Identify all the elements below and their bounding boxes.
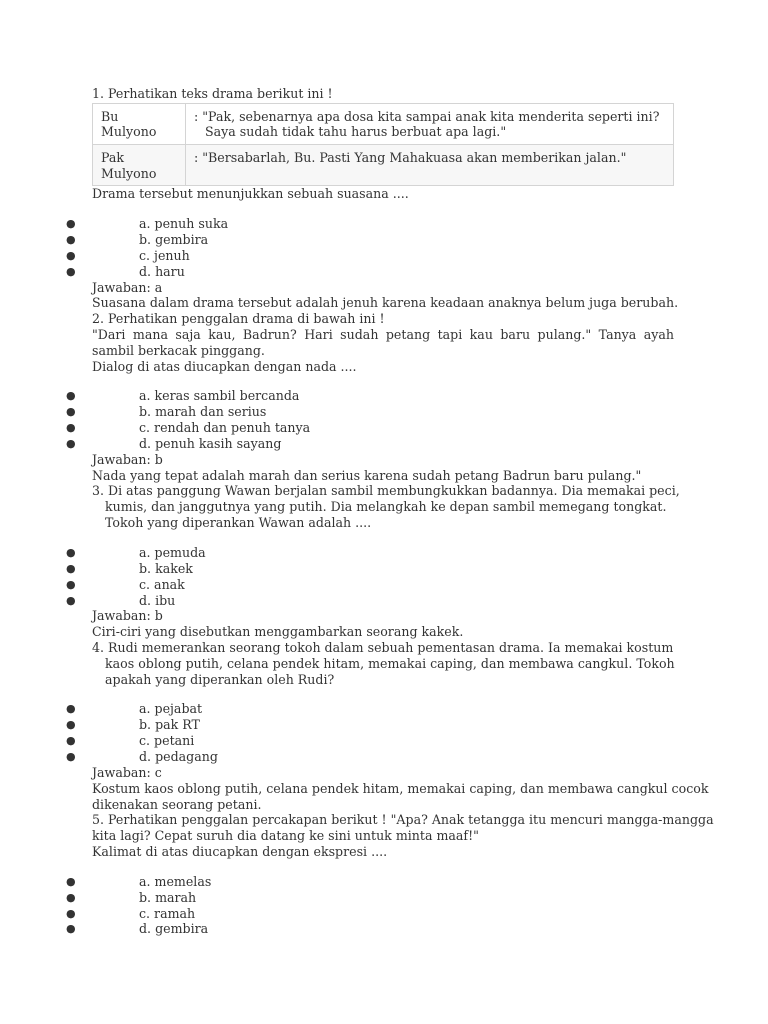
document-body [66,86,714,937]
option-item[interactable]: ● a. penuh suka [66,215,229,231]
bullet-icon: ● [66,264,76,278]
bullet-icon: ● [66,248,76,262]
q4-line: 4. Rudi memerankan seorang tokoh dalam sebuah pementasan drama. Ia memakai kostum [92,640,674,656]
q2-answer: Jawaban: b [92,451,163,467]
q1-prompt: Drama tersebut menunjukkan sebuah suasana .... [92,186,409,202]
bullet-icon: ● [66,545,76,559]
option-item[interactable]: ● d. gembira [66,921,209,937]
option-item[interactable]: ● c. ramah [66,905,196,921]
bullet-icon: ● [66,718,76,732]
bullet-icon: ● [66,874,76,888]
dialog-text [186,103,674,144]
bullet-icon: ● [66,421,76,435]
option-item[interactable]: ● d. pedagang [66,749,218,765]
q1-answer: Jawaban: a [92,279,163,295]
option-item[interactable]: ● a. memelas [66,873,212,889]
q4-answer: Jawaban: c [92,764,162,780]
q2-explanation: Nada yang tepat adalah marah dan serius karena sudah petang Badrun baru pulang." [92,467,642,483]
option-item[interactable]: ● d. penuh kasih sayang [66,435,282,451]
q4-explanation: Kostum kaos oblong putih, celana pendek hitam, memakai caping, dan membawa cangkul cocok [92,780,709,796]
bullet-icon: ● [66,405,76,419]
option-item[interactable]: ● b. kakek [66,560,193,576]
dialog-line: : "Bersabarlah, Bu. Pasti Yang Mahakuasa akan memberikan jalan." [194,149,627,165]
option-item[interactable]: ● b. marah [66,889,197,905]
q2-prompt: Dialog di atas diucapkan dengan nada .... [92,358,357,374]
bullet-icon: ● [66,216,76,230]
dialog-line: : "Pak, sebenarnya apa dosa kita sampai anak kita menderita seperti ini? [194,108,660,124]
bullet-icon: ● [66,922,76,936]
bullet-icon: ● [66,593,76,607]
dialog-speaker: Pak Mulyono [93,144,186,185]
option-item[interactable]: ● a. pejabat [66,701,203,717]
option-item[interactable]: ● a. pemuda [66,544,206,560]
q2-options [0,388,700,452]
q3-answer: Jawaban: b [92,608,163,624]
q5-prompt: Kalimat di atas diucapkan dengan ekspresi .... [92,843,388,859]
option-item[interactable]: ● b. pak RT [66,717,200,733]
q2-title: 2. Perhatikan penggalan drama di bawah ini ! [92,311,385,327]
q3-line: 3. Di atas panggung Wawan berjalan sambil membungkukkan badannya. Dia memakai peci, [92,483,680,499]
q4-options [0,701,700,765]
dialog-row [93,103,674,144]
dialog-line: Saya sudah tidak tahu harus berbuat apa lagi." [205,124,507,140]
option-item[interactable]: ● b. gembira [66,231,209,247]
q5-line: kita lagi? Cepat suruh dia datang ke sini untuk minta maaf!" [92,828,479,844]
option-item[interactable]: ● d. haru [66,263,185,279]
bullet-icon: ● [66,750,76,764]
dialog-table [92,103,674,186]
bullet-icon: ● [66,734,76,748]
bullet-icon: ● [66,702,76,716]
q3-options [0,545,700,609]
q3-line: kumis, dan janggutnya yang putih. Dia melangkah ke depan sambil memegang tongkat. [105,499,667,515]
q5-options [0,874,700,938]
bullet-icon: ● [66,890,76,904]
q1-title: 1. Perhatikan teks drama berikut ini ! [92,86,333,101]
q1-explanation: Suasana dalam drama tersebut adalah jenuh karena keadaan anaknya belum juga berubah. [92,295,679,311]
dialog-row [93,144,674,185]
bullet-icon: ● [66,389,76,403]
q5-line: 5. Perhatikan penggalan percakapan berikut ! "Apa? Anak tetangga itu mencuri mangga-mangga [92,812,714,828]
option-item[interactable]: ● c. rendah dan penuh tanya [66,420,311,436]
dialog-speaker: Bu Mulyono [93,103,186,144]
bullet-icon: ● [66,577,76,591]
q1-options [0,216,700,280]
option-item[interactable]: ● c. anak [66,576,185,592]
option-item[interactable]: ● c. petani [66,733,195,749]
q3-explanation: Ciri-ciri yang disebutkan menggambarkan seorang kakek. [92,624,464,640]
option-item[interactable]: ● d. ibu [66,592,176,608]
option-item[interactable]: ● b. marah dan serius [66,404,267,420]
dialog-text [186,144,674,185]
option-item[interactable]: ● c. jenuh [66,247,190,263]
q4-line: kaos oblong putih, celana pendek hitam, memakai caping, dan membawa cangkul. Tokoh [105,655,675,671]
bullet-icon: ● [66,436,76,450]
bullet-icon: ● [66,561,76,575]
bullet-icon: ● [66,906,76,920]
q3-line: Tokoh yang diperankan Wawan adalah .... [105,515,372,531]
option-item[interactable]: ● a. keras sambil bercanda [66,388,300,404]
bullet-icon: ● [66,232,76,246]
q2-quote: "Dari mana saja kau, Badrun? Hari sudah petang tapi kau baru pulang." Tanya ayah sambil berkacak pinggang. [92,326,674,358]
q4-line: apakah yang diperankan oleh Rudi? [105,671,335,687]
q4-explanation: dikenakan seorang petani. [92,796,262,812]
